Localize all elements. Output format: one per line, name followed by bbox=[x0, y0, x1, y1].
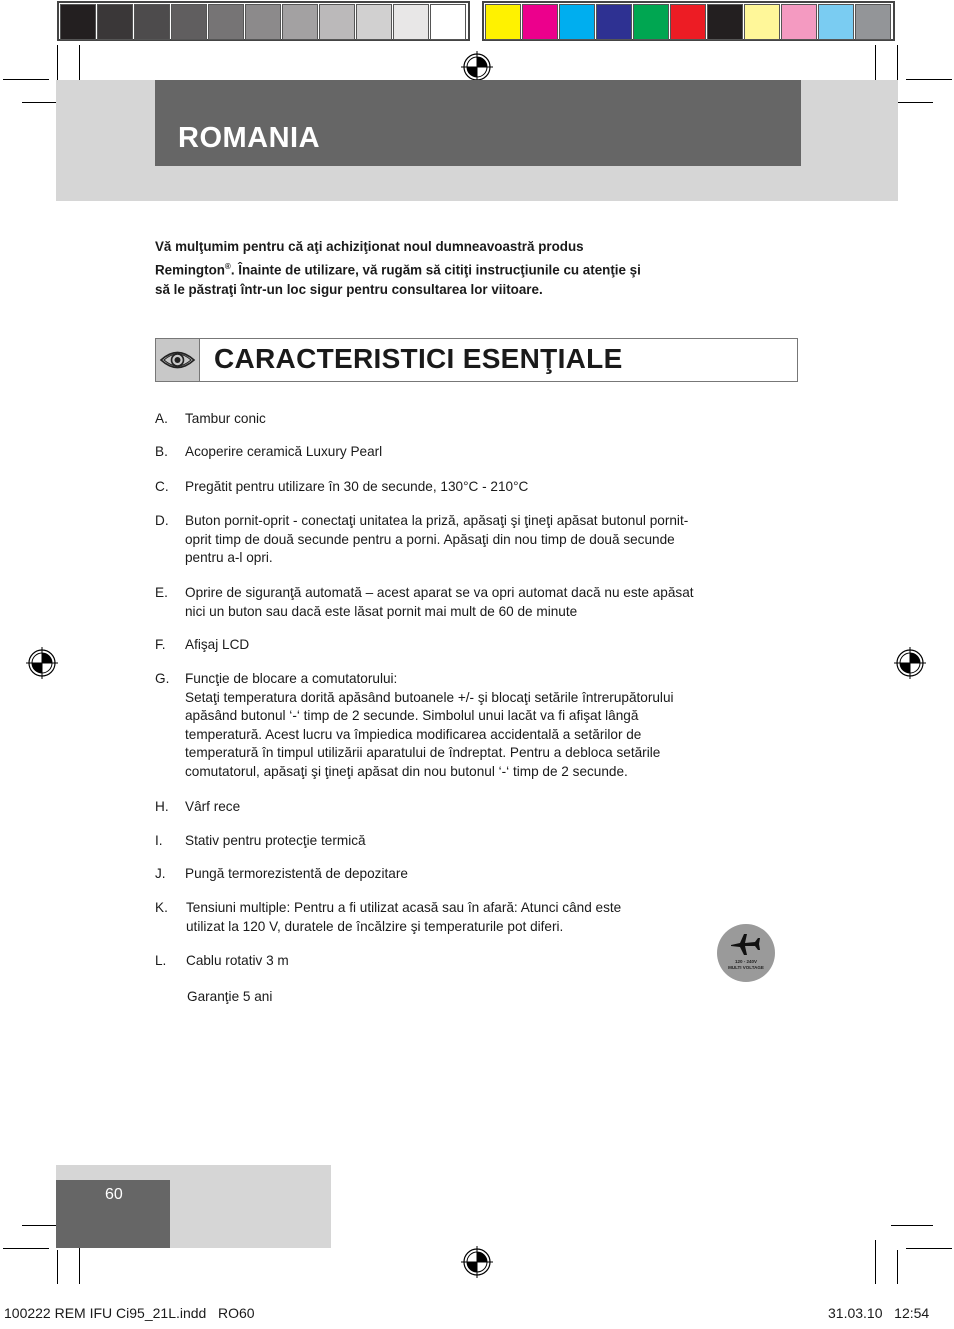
feature-text bbox=[185, 512, 785, 568]
feature-text-line: Funcţie de blocare a comutatorului: bbox=[185, 671, 398, 686]
color-swatch bbox=[707, 4, 743, 40]
feature-text bbox=[185, 636, 785, 655]
feature-letter: A. bbox=[155, 411, 168, 426]
feature-item bbox=[155, 899, 785, 936]
color-swatch bbox=[559, 4, 595, 40]
intro-paragraph bbox=[155, 237, 775, 300]
feature-text-line: Tensiuni multiple: Pentru a fi utilizat acasă sau în afară: Atunci când este bbox=[186, 900, 622, 915]
feature-text-line: Buton pornit-oprit - conectaţi unitatea la priză, apăsaţi şi ţineţi apăsat butonul pornit- bbox=[185, 513, 689, 528]
feature-text bbox=[185, 798, 785, 817]
feature-text bbox=[186, 952, 785, 971]
feature-letter: G. bbox=[155, 671, 170, 686]
feature-text-line: Oprire de siguranţă automată – acest aparat se va opri automat dacă nu este apăsat bbox=[185, 585, 694, 600]
feature-text-line: nici un buton sau dacă este lăsat pornit mai mult de 60 de minute bbox=[185, 603, 578, 619]
color-swatch bbox=[818, 4, 854, 40]
feature-letter: J. bbox=[155, 866, 166, 881]
feature-text-line: Afişaj LCD bbox=[185, 637, 250, 652]
badge-voltage: 120 - 240V bbox=[734, 959, 758, 964]
feature-text-line: Tambur conic bbox=[185, 411, 266, 426]
warranty-text: Garanţie 5 ani bbox=[187, 989, 273, 1004]
feature-text bbox=[185, 443, 785, 462]
color-swatch bbox=[744, 4, 780, 40]
airplane-icon bbox=[730, 932, 762, 958]
feature-text bbox=[185, 478, 785, 497]
feature-letter: D. bbox=[155, 513, 169, 528]
feature-letter: H. bbox=[155, 799, 169, 814]
feature-item bbox=[155, 443, 785, 462]
color-swatch bbox=[596, 4, 632, 40]
slug-date-time: 31.03.10 12:54 bbox=[828, 1305, 930, 1321]
feature-text bbox=[185, 832, 785, 851]
grayscale-color-bar bbox=[57, 1, 470, 41]
feature-letter: I. bbox=[155, 833, 163, 848]
feature-text bbox=[185, 670, 785, 782]
feature-text-line: pentru a-l opri. bbox=[185, 550, 273, 566]
feature-item bbox=[155, 478, 785, 497]
page-number: 60 bbox=[105, 1186, 123, 1203]
feature-item bbox=[155, 636, 785, 655]
registration-mark-icon bbox=[461, 51, 493, 83]
feature-item bbox=[155, 410, 785, 429]
feature-text-line: Stativ pentru protecţie termică bbox=[185, 833, 366, 848]
color-swatch bbox=[245, 4, 281, 40]
feature-text-line: temperatură. Acest lucru va împiedica modificarea accidentală a setărilor de bbox=[185, 726, 642, 742]
feature-item bbox=[155, 832, 785, 851]
color-swatch bbox=[356, 4, 392, 40]
feature-letter: F. bbox=[155, 637, 166, 652]
slug-file-info: 100222 REM IFU Ci95_21L.indd RO60 bbox=[4, 1305, 255, 1321]
registration-mark-icon bbox=[461, 1246, 493, 1278]
intro-line: Remington®. Înainte de utilizare, vă rugăm să citiţi instrucţiunile cu atenţie şi bbox=[155, 262, 641, 278]
multi-voltage-badge bbox=[717, 924, 775, 982]
color-swatch bbox=[208, 4, 244, 40]
color-swatch bbox=[171, 4, 207, 40]
feature-text-line: comutatorul, apăsaţi şi ţineţi apăsat din nou butonul ‘-‘ timp de 2 secunde. bbox=[185, 763, 628, 779]
color-swatch bbox=[522, 4, 558, 40]
color-swatch bbox=[855, 4, 891, 40]
color-swatch bbox=[282, 4, 318, 40]
color-swatch bbox=[670, 4, 706, 40]
feature-item bbox=[155, 512, 785, 568]
feature-text bbox=[185, 865, 785, 884]
feature-item bbox=[155, 952, 785, 971]
feature-item bbox=[155, 584, 785, 621]
feature-text-line: temperatură în timpul utilizării aparatului de îndreptat. Pentru a debloca setările bbox=[185, 745, 661, 761]
feature-letter: E. bbox=[155, 585, 168, 600]
color-swatch bbox=[430, 4, 466, 40]
color-swatch bbox=[60, 4, 96, 40]
feature-text-line: Cablu rotativ 3 m bbox=[186, 953, 289, 968]
feature-text bbox=[186, 899, 785, 936]
feature-item bbox=[155, 798, 785, 817]
feature-letter: B. bbox=[155, 444, 168, 459]
feature-text-line: Pungă termorezistentă de depozitare bbox=[185, 866, 408, 881]
feature-letter: L. bbox=[155, 953, 167, 968]
feature-letter: C. bbox=[155, 479, 169, 494]
feature-text bbox=[185, 410, 785, 429]
color-swatch bbox=[97, 4, 133, 40]
registration-mark-icon bbox=[26, 647, 58, 679]
feature-letter: K. bbox=[155, 900, 168, 915]
process-color-bar bbox=[482, 1, 895, 41]
color-swatch bbox=[319, 4, 355, 40]
feature-text-line: Acoperire ceramică Luxury Pearl bbox=[185, 444, 383, 459]
color-swatch bbox=[781, 4, 817, 40]
color-swatch bbox=[485, 4, 521, 40]
feature-text bbox=[185, 584, 785, 621]
intro-line: să le păstraţi într-un loc sigur pentru consultarea lor viitoare. bbox=[155, 282, 543, 298]
color-swatch bbox=[393, 4, 429, 40]
feature-text-line: Vârf rece bbox=[185, 799, 241, 814]
color-swatch bbox=[633, 4, 669, 40]
feature-text-line: Setaţi temperatura dorită apăsând butoanele +/- şi blocaţi setările întrerupătorului bbox=[185, 689, 674, 705]
feature-item bbox=[155, 670, 785, 782]
registration-mark-icon bbox=[894, 647, 926, 679]
intro-line: Vă mulţumim pentru că aţi achiziţionat noul dumneavoastră produs bbox=[155, 239, 584, 254]
feature-text-line: utilizat la 120 V, duratele de încălzire şi temperaturile pot diferi. bbox=[186, 918, 564, 934]
feature-text-line: oprit timp de două secunde pentru a porni. Apăsaţi din nou timp de două secunde bbox=[185, 531, 675, 547]
feature-text-line: Pregătit pentru utilizare în 30 de secunde, 130°C - 210°C bbox=[185, 479, 529, 494]
feature-text-line: apăsând butonul ‘-‘ timp de 2 secunde. Simbolul unui lacăt va fi afişat lângă bbox=[185, 708, 639, 724]
section-title: CARACTERISTICI ESENŢIALE bbox=[214, 343, 623, 374]
color-swatch bbox=[134, 4, 170, 40]
page-title: ROMANIA bbox=[178, 122, 321, 154]
feature-item bbox=[155, 865, 785, 884]
eye-icon bbox=[156, 339, 199, 381]
section-icon-box bbox=[155, 338, 200, 382]
badge-label: MULTI VOLTAGE bbox=[728, 964, 764, 970]
